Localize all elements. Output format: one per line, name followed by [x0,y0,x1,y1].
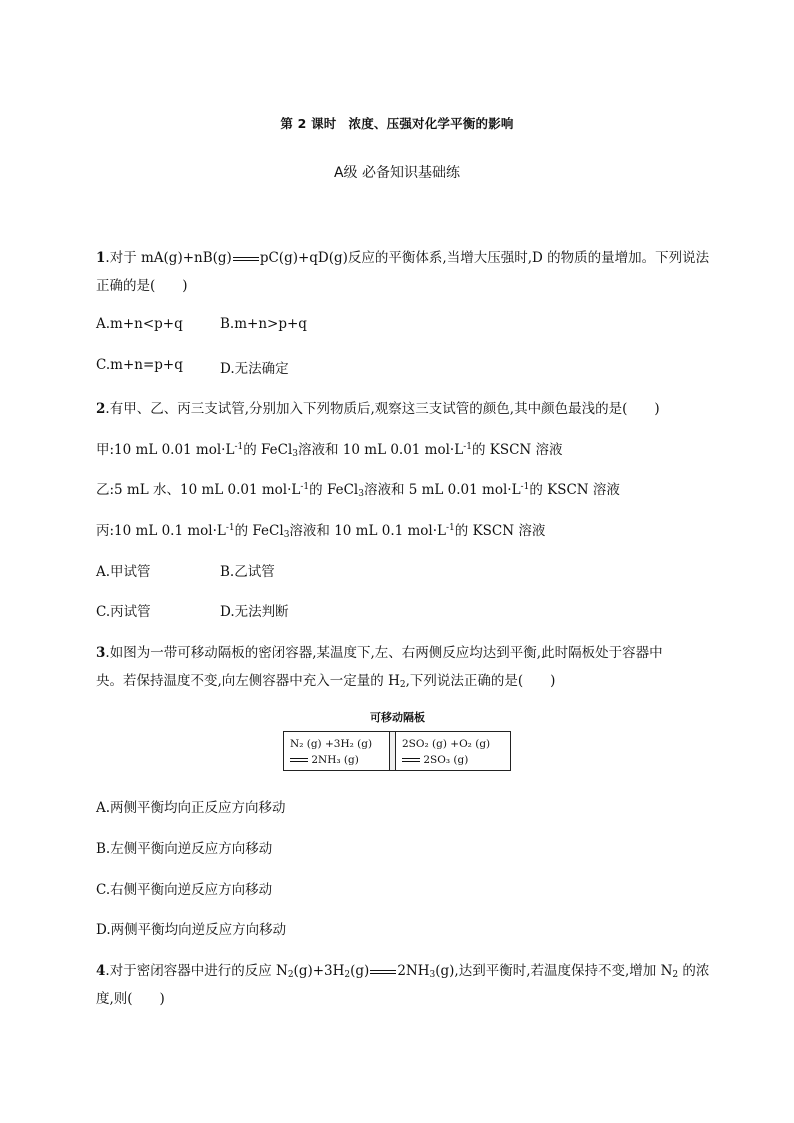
right-reaction [402,736,490,768]
q2-sup: -1 [446,523,455,533]
q1-option-b: B.m+n>p+q [220,316,307,332]
q2-stem [96,397,660,417]
q4-text-e: (g),达到平衡时,若温度保持不变,增加 N [435,963,673,979]
q2-sub: 3 [283,530,290,540]
q1-option-a: A.m+n<p+q [96,316,183,332]
sealed-container-diagram [283,731,511,771]
q4-text-d: 2NH [397,963,430,979]
q4-line2: 度,则( ) [96,991,165,1007]
q3-line2-b: ,下列说法正确的是( ) [405,673,556,689]
q4-text-c: (g) [350,963,370,979]
title-prefix: 第 [280,116,294,131]
q3-option-c: C.右侧平衡向逆反应方向移动 [96,882,273,898]
page-title [0,114,794,132]
q2-yi-d: 的 KSCN 溶液 [529,482,620,498]
q4-sub: 2 [672,970,679,980]
right-reaction-line1: 2SO₂ (g) +O₂ (g) [402,738,491,750]
diagram-label: 可移动隔板 [370,711,425,724]
q4-text-a: .对于密闭容器中进行的反应 N [105,963,288,979]
q3-line1-text: .如图为一带可移动隔板的密闭容器,某温度下,左、右两侧反应均达到平衡,此时隔板处于容器中 [105,645,663,661]
q3-number: 3 [96,645,106,661]
q2-jia-d: 的 KSCN 溶液 [471,442,563,458]
q2-sup: -1 [520,482,530,492]
section-subtitle: A级 必备知识基础练 [333,165,461,181]
q2-option-d: D.无法判断 [220,604,289,620]
q2-bing-c: 溶液和 10 mL 0.1 mol·L [289,523,447,539]
q2-jia-c: 溶液和 10 mL 0.01 mol·L [298,442,464,458]
right-reaction-line2-row [402,752,490,768]
q2-stem-text: .有甲、乙、丙三支试管,分别加入下列物质后,观察这三支试管的颜色,其中颜色最浅的是( ) [105,401,660,417]
q2-sup: -1 [463,442,472,452]
q3-line2 [96,669,555,690]
q1-text-b: pC(g)+qD(g)反应的平衡体系,当增大压强时,D 的物质的量增加。下列说法 [259,250,710,266]
q2-bing-a: 丙:10 mL 0.1 mol·L [96,523,226,539]
equilibrium-arrow-icon [402,758,420,763]
q4-text-f: 的浓 [678,963,710,979]
movable-partition [389,732,396,770]
q4-line1 [96,959,709,980]
q2-jia [96,438,563,459]
q1-line1 [96,246,709,266]
q1-option-d: D.无法确定 [220,361,289,377]
q2-bing-d: 的 KSCN 溶液 [454,523,546,539]
q1-text-a: .对于 mA(g)+nB(g) [105,250,232,266]
title-mid: 课时 [311,116,337,131]
q2-jia-b: 的 FeCl [243,442,293,458]
q1-number: 1 [96,250,106,266]
q2-yi [96,478,620,499]
q2-yi-b: 的 FeCl [309,482,359,498]
q3-option-b: B.左侧平衡向逆反应方向移动 [96,841,273,857]
q2-bing [96,519,545,540]
q3-option-d: D.两侧平衡均向逆反应方向移动 [96,922,287,938]
q4-text-b: (g)+3H [293,963,345,979]
q2-sub: 3 [358,489,364,499]
q1-line2: 正确的是( ) [96,278,188,294]
q2-sup: -1 [225,523,235,533]
equilibrium-arrow-icon [233,256,259,262]
equilibrium-arrow-icon [370,969,396,975]
q4-sub: 2 [287,970,294,980]
right-reaction-line2: 2SO₃ (g) [423,754,469,766]
left-reaction-line2-row [290,752,372,768]
q2-sup: -1 [300,482,310,492]
title-rest: 浓度、压强对化学平衡的影响 [348,116,514,131]
lesson-number: 2 [297,116,307,131]
q2-number: 2 [96,401,106,417]
q4-sub: 3 [429,970,436,980]
q3-line2-a: 央。若保持温度不变,向左侧容器中充入一定量的 H [96,673,400,689]
q3-option-a: A.两侧平衡均向正反应方向移动 [96,800,286,816]
left-reaction [290,736,372,768]
q2-yi-c: 溶液和 5 mL 0.01 mol·L [363,482,521,498]
q4-number: 4 [96,963,106,979]
q2-sup: -1 [234,442,244,452]
q1-option-c: C.m+n=p+q [96,357,183,373]
q2-jia-a: 甲:10 mL 0.01 mol·L [96,442,235,458]
q3-line2-sub: 2 [399,680,406,690]
q3-line1 [96,641,663,661]
q2-bing-b: 的 FeCl [234,523,284,539]
left-reaction-line1: N₂ (g) +3H₂ (g) [290,738,373,750]
q2-option-a: A.甲试管 [96,564,151,580]
q2-yi-a: 乙:5 mL 水、10 mL 0.01 mol·L [96,482,301,498]
q2-option-b: B.乙试管 [220,564,275,580]
q4-sub: 2 [344,970,351,980]
q2-option-c: C.丙试管 [96,604,151,620]
equilibrium-arrow-icon [290,758,308,763]
left-reaction-line2: 2NH₃ (g) [311,754,359,766]
q2-sub: 3 [292,449,299,459]
